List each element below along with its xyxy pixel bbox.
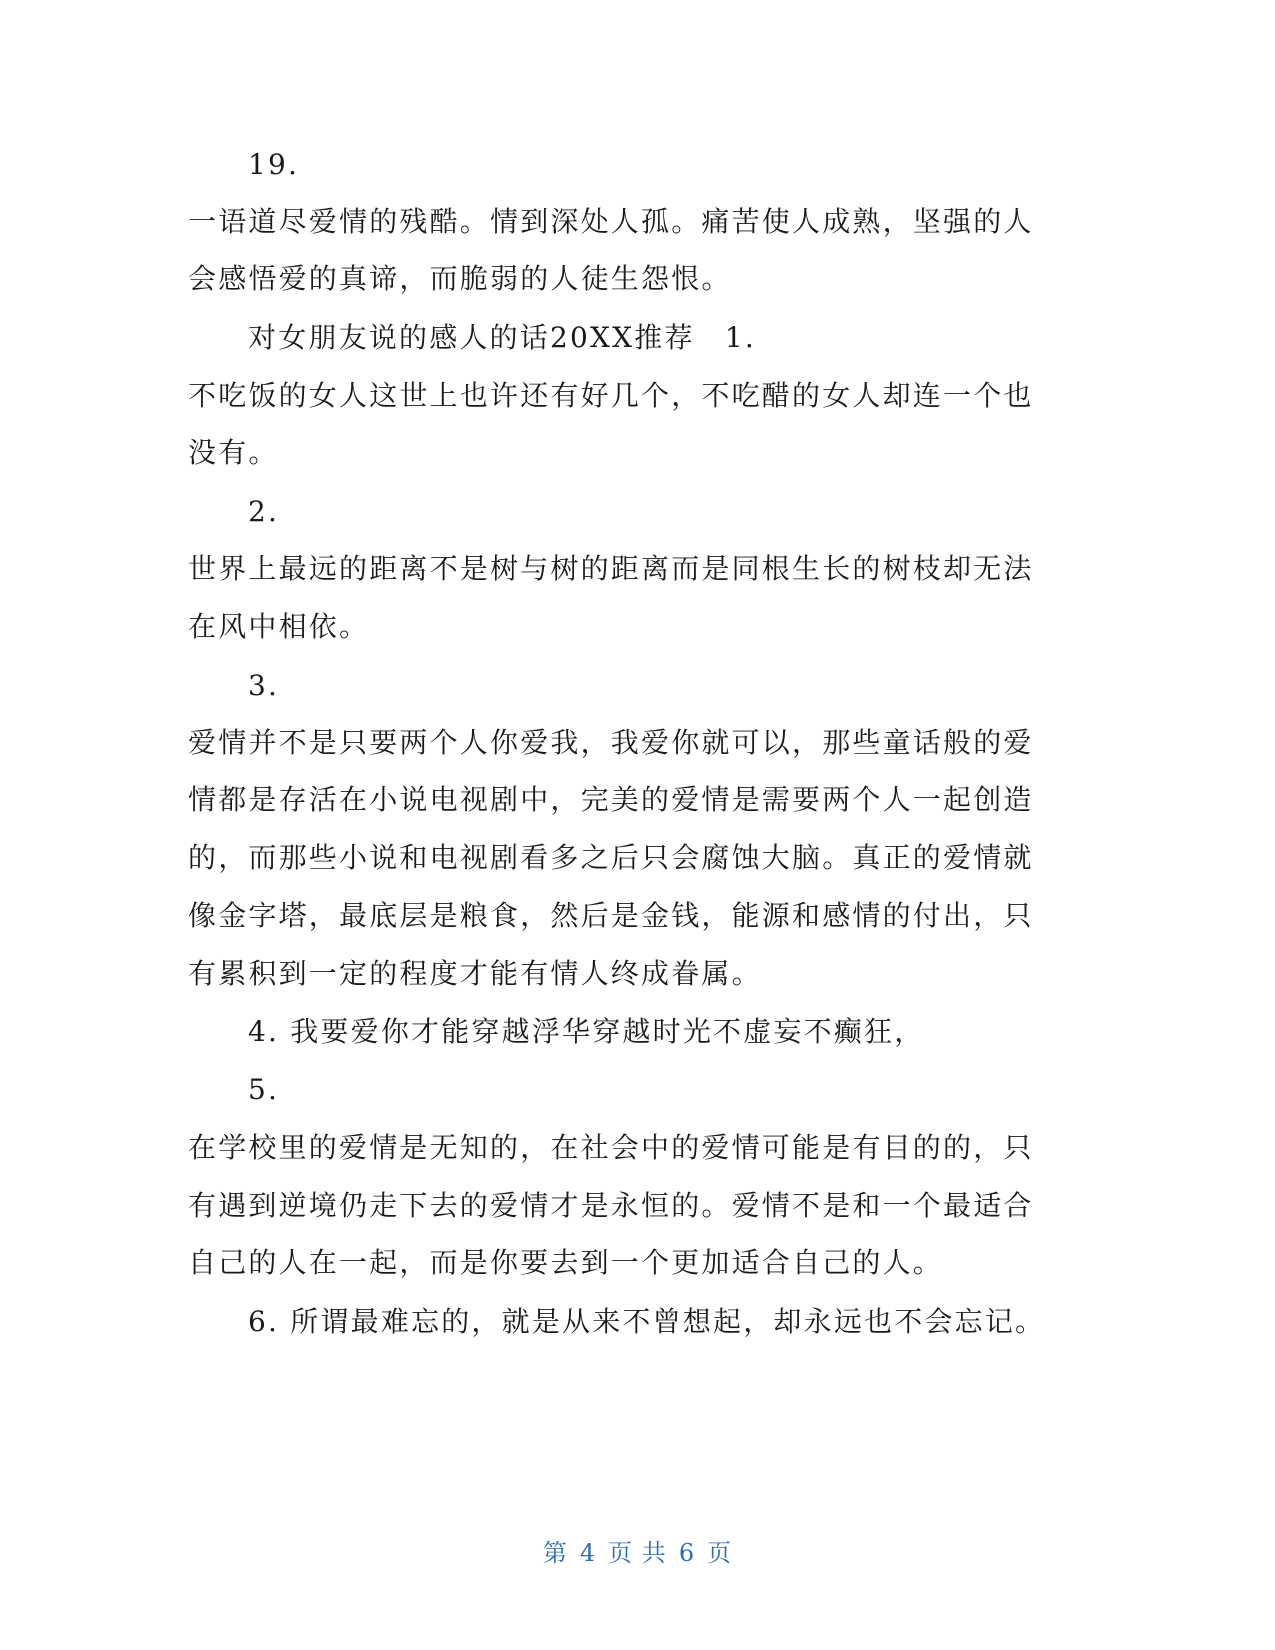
paragraph-line: 爱情并不是只要两个人你爱我，我爱你就可以，那些童话般的爱	[188, 726, 1034, 759]
item-number-5: 5.	[248, 1073, 280, 1106]
paragraph-line: 在风中相依。	[188, 610, 370, 643]
paragraph-line: 在学校里的爱情是无知的，在社会中的爱情可能是有目的的，只	[188, 1131, 1034, 1164]
paragraph-line: 会感悟爱的真谛，而脆弱的人徒生怨恨。	[188, 262, 732, 295]
item-number-3: 3.	[248, 669, 280, 702]
page-footer	[0, 1533, 1275, 1568]
paragraph-line: 有累积到一定的程度才能有情人终成眷属。	[188, 957, 762, 990]
paragraph-line: 世界上最远的距离不是树与树的距离而是同根生长的树枝却无法	[188, 552, 1034, 585]
paragraph-line: 有遇到逆境仍走下去的爱情才是永恒的。爱情不是和一个最适合	[188, 1189, 1034, 1222]
paragraph-line: 自己的人在一起，而是你要去到一个更加适合自己的人。	[188, 1246, 944, 1279]
paragraph-line: 的，而那些小说和电视剧看多之后只会腐蚀大脑。真正的爱情就	[188, 841, 1034, 874]
item-4: 4. 我要爱你才能穿越浮华穿越时光不虚妄不癫狂，	[248, 1015, 925, 1048]
footer-prefix: 第	[542, 1539, 568, 1567]
paragraph-line: 不吃饭的女人这世上也许还有好几个，不吃醋的女人却连一个也	[188, 379, 1034, 412]
footer-suffix: 页	[707, 1539, 733, 1567]
footer-total-pages: 6	[678, 1539, 696, 1567]
paragraph-line: 像金字塔，最底层是粮食，然后是金钱，能源和感情的付出，只	[188, 899, 1034, 932]
item-6: 6. 所谓最难忘的，就是从来不曾想起，却永远也不会忘记。	[248, 1305, 1046, 1338]
paragraph-line: 情都是存活在小说电视剧中，完美的爱情是需要两个人一起创造	[188, 783, 1034, 816]
paragraph-line: 一语道尽爱情的残酷。情到深处人孤。痛苦使人成熟，坚强的人	[188, 205, 1034, 238]
footer-mid: 页 共	[608, 1539, 667, 1567]
item-number-2: 2.	[248, 495, 280, 528]
paragraph-line: 没有。	[188, 436, 279, 469]
footer-page-number: 4	[579, 1539, 597, 1567]
section-heading: 对女朋友说的感人的话20XX推荐 1.	[248, 321, 757, 354]
item-number-19: 19.	[248, 148, 300, 181]
